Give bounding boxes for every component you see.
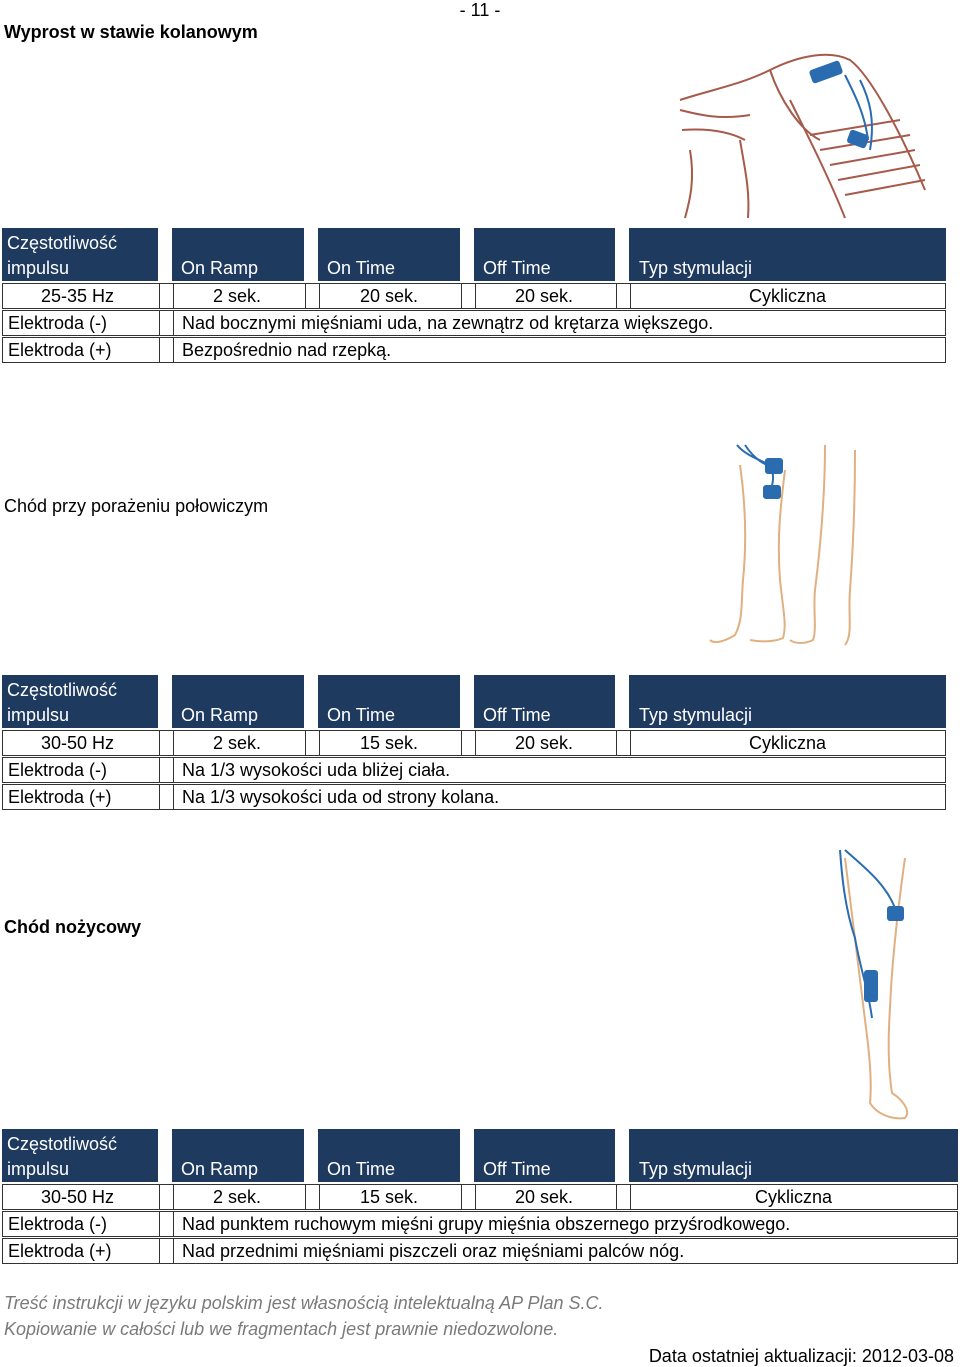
header-on-ramp: On Ramp <box>181 258 259 278</box>
table-row-values <box>2 283 946 309</box>
header-on-ramp: On Ramp <box>181 705 259 725</box>
electrode-plus-label: Elektroda (+) <box>8 340 112 360</box>
table-header <box>2 228 946 281</box>
electrode-plus-label: Elektroda (+) <box>8 787 112 807</box>
electrode-minus-placement: Na 1/3 wysokości uda bliżej ciała. <box>182 760 451 780</box>
footer-copyright: Treść instrukcji w języku polskim jest własnością intelektualną AP Plan S.C. <box>4 1293 604 1313</box>
table-header <box>2 675 946 728</box>
header-on-time: On Time <box>327 1159 396 1179</box>
value-on-ramp: 2 sek. <box>213 286 262 306</box>
header-on-time: On Time <box>327 258 396 278</box>
header-frequency-line2: impulsu <box>7 258 70 278</box>
footer-update-date: Data ostatniej aktualizacji: 2012-03-08 <box>648 1346 954 1366</box>
section-title-knee-extension: Wyprost w stawie kolanowym <box>4 22 258 42</box>
value-on-ramp: 2 sek. <box>213 733 262 753</box>
value-on-ramp: 2 sek. <box>213 1187 262 1207</box>
scissor-gait-illustration <box>830 848 920 1123</box>
value-frequency: 25-35 Hz <box>41 286 115 306</box>
value-off-time: 20 sek. <box>515 286 574 306</box>
page-number: - 11 - <box>459 0 501 20</box>
header-off-time: Off Time <box>483 705 551 725</box>
electrode-minus-label: Elektroda (-) <box>8 313 108 333</box>
value-on-time: 15 sek. <box>360 733 419 753</box>
value-frequency: 30-50 Hz <box>41 1187 115 1207</box>
header-frequency-line1: Częstotliwość <box>7 1134 118 1154</box>
header-off-time: Off Time <box>483 1159 551 1179</box>
electrode-minus-placement: Nad bocznymi mięśniami uda, na zewnątrz od krętarza większego. <box>182 313 714 333</box>
value-stimulation-type: Cykliczna <box>755 1187 833 1207</box>
knee-electrode-illustration <box>670 40 940 220</box>
electrode-plus-label: Elektroda (+) <box>8 1241 112 1261</box>
table-row-electrode-plus <box>2 784 946 810</box>
header-on-ramp: On Ramp <box>181 1159 259 1179</box>
table-row-values <box>2 730 946 756</box>
value-frequency: 30-50 Hz <box>41 733 115 753</box>
electrode-minus-label: Elektroda (-) <box>8 1214 108 1234</box>
electrode-plus-placement: Bezpośrednio nad rzepką. <box>182 340 392 360</box>
electrode-minus-label: Elektroda (-) <box>8 760 108 780</box>
table-header <box>2 1129 958 1182</box>
header-frequency-line2: impulsu <box>7 705 70 725</box>
table-row-electrode-plus <box>2 1238 958 1264</box>
table-row-electrode-minus <box>2 310 946 336</box>
header-stimulation-type: Typ stymulacji <box>639 258 753 278</box>
table-row-electrode-plus <box>2 337 946 363</box>
footer-copy-notice: Kopiowanie w całości lub we fragmentach jest prawnie niedozwolone. <box>4 1319 559 1339</box>
value-on-time: 20 sek. <box>360 286 419 306</box>
header-frequency-line2: impulsu <box>7 1159 70 1179</box>
header-frequency-line1: Częstotliwość <box>7 680 118 700</box>
section-title-hemiplegic-gait: Chód przy porażeniu połowiczym <box>4 496 269 516</box>
value-stimulation-type: Cykliczna <box>749 286 827 306</box>
value-off-time: 20 sek. <box>515 1187 574 1207</box>
table-row-values <box>2 1184 958 1210</box>
table-row-electrode-minus <box>2 757 946 783</box>
header-off-time: Off Time <box>483 258 551 278</box>
header-stimulation-type: Typ stymulacji <box>639 1159 753 1179</box>
electrode-plus-placement: Na 1/3 wysokości uda od strony kolana. <box>182 787 500 807</box>
value-on-time: 15 sek. <box>360 1187 419 1207</box>
header-frequency-line1: Częstotliwość <box>7 233 118 253</box>
value-off-time: 20 sek. <box>515 733 574 753</box>
electrode-plus-placement: Nad przednimi mięśniami piszczeli oraz mięśniami palców nóg. <box>182 1241 685 1261</box>
header-stimulation-type: Typ stymulacji <box>639 705 753 725</box>
value-stimulation-type: Cykliczna <box>749 733 827 753</box>
section-title-scissor-gait: Chód nożycowy <box>4 917 142 937</box>
electrode-minus-placement: Nad punktem ruchowym mięśni grupy mięśnia obszernego przyśrodkowego. <box>182 1214 791 1234</box>
table-row-electrode-minus <box>2 1211 958 1237</box>
hemiplegic-gait-illustration <box>705 440 855 650</box>
header-on-time: On Time <box>327 705 396 725</box>
